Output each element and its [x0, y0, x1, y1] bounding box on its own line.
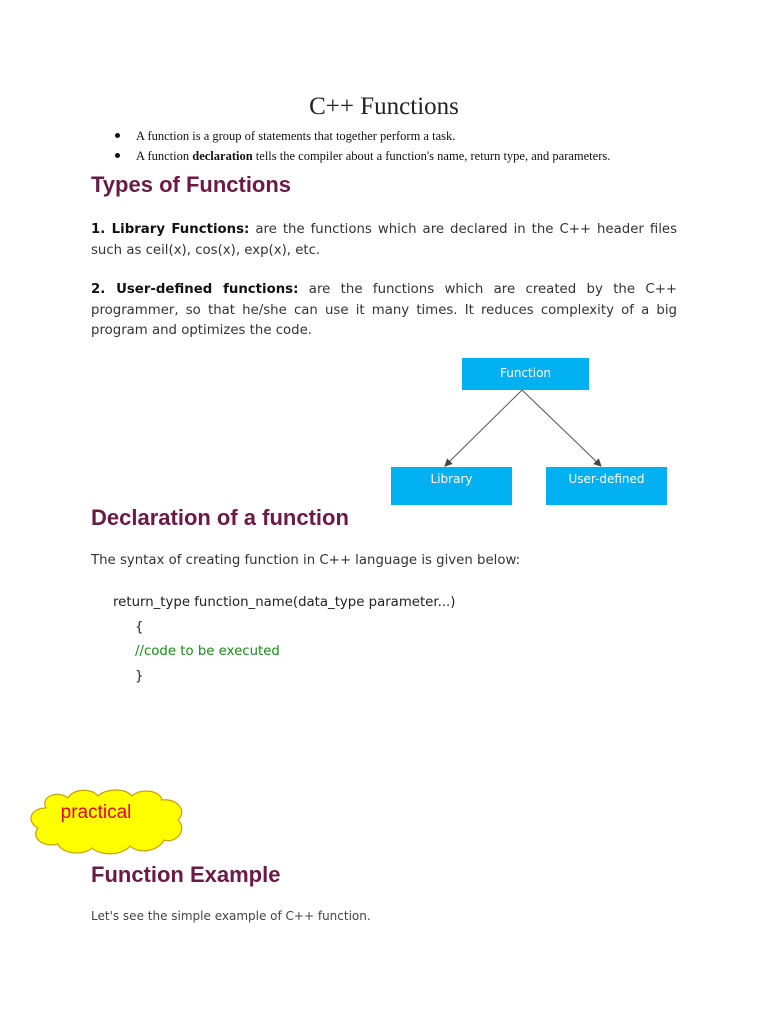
declaration-intro: The syntax of creating function in C++ language is given below:	[91, 553, 521, 568]
practical-badge	[26, 786, 188, 856]
code-comment-line: //code to be executed	[135, 644, 280, 659]
diagram-node-library: Library	[391, 467, 512, 505]
code-close-brace: }	[135, 669, 144, 684]
diagram-node-function: Function	[462, 358, 589, 390]
function-example-heading: Function Example	[91, 862, 281, 887]
page-title: C++ Functions	[309, 93, 459, 120]
arrow-to-library	[445, 390, 522, 466]
diagram-node-user-defined: User-defined	[546, 467, 667, 505]
types-of-functions-heading: Types of Functions	[91, 172, 292, 197]
function-types-diagram	[390, 355, 670, 505]
user-defined-functions-paragraph: 2. User-defined functions: are the functions which are created by the C++ programmer, so that he/she can use it many times. It reduces complexity of a big program and optimizes the code.	[91, 282, 677, 338]
declaration-heading: Declaration of a function	[91, 505, 349, 530]
code-open-brace: {	[135, 620, 144, 635]
arrow-to-user-defined	[522, 390, 601, 466]
function-example-intro: Let's see the simple example of C++ function.	[91, 909, 371, 923]
bullet-item-1: A function is a group of statements that together perform a task.	[112, 126, 610, 146]
code-signature-line: return_type function_name(data_type parameter...)	[113, 595, 456, 610]
practical-badge-label: practical	[60, 802, 132, 823]
library-functions-paragraph: 1. Library Functions: are the functions which are declared in the C++ header files such as ceil(x), cos(x), exp(x), etc.	[91, 222, 678, 258]
bullet-item-2: A function declaration tells the compiler about a function's name, return type, and parameters.	[112, 146, 610, 166]
intro-bullet-list	[112, 126, 610, 166]
